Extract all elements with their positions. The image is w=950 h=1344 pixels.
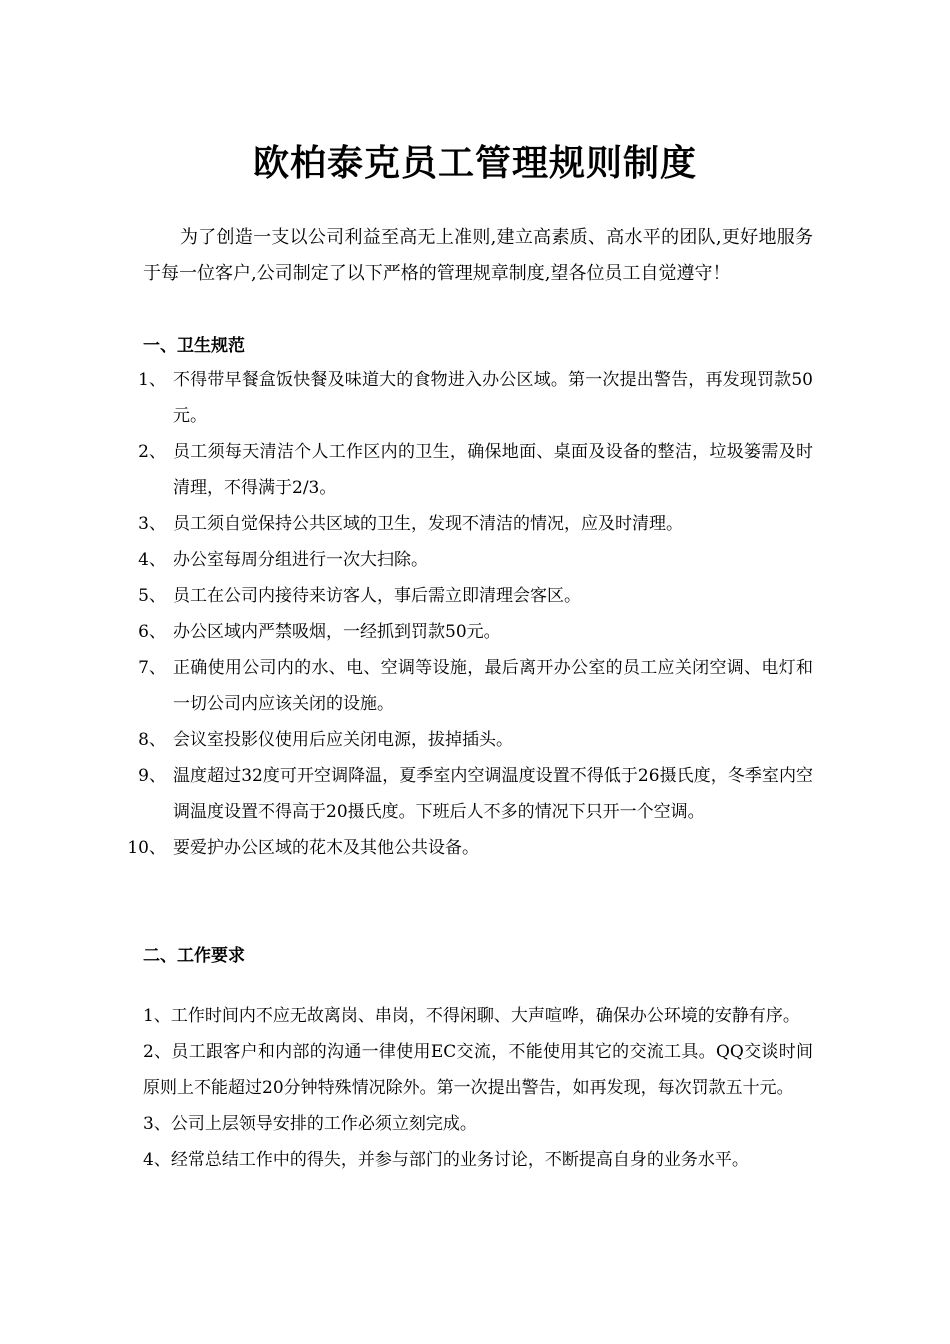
item-number: 5、 — [138, 586, 166, 606]
item-number: 7、 — [138, 658, 166, 678]
item-text: 办公室每周分组进行一次大扫除。 — [173, 550, 428, 570]
list-item — [0, 506, 813, 542]
item-text: 温度超过32度可开空调降温，夏季室内空调温度设置不得低于26摄氏度，冬季室内空调温度设置不得高于20摄氏度。下班后人不多的情况下只开一个空调。 — [173, 766, 813, 822]
item-text: 不得带早餐盒饭快餐及味道大的食物进入办公区域。第一次提出警告，再发现罚款50元。 — [173, 370, 813, 426]
hygiene-rules-list — [0, 362, 950, 866]
list-item — [0, 650, 813, 722]
item-number: 2、 — [138, 442, 166, 462]
list-item — [0, 722, 813, 758]
list-item: 4、经常总结工作中的得失，并参与部门的业务讨论，不断提高自身的业务水平。 — [143, 1150, 749, 1170]
list-item — [0, 614, 813, 650]
list-item — [0, 578, 813, 614]
list-item — [0, 758, 813, 830]
section-heading-work: 二、工作要求 — [143, 946, 245, 966]
item-text: 会议室投影仪使用后应关闭电源，拔掉插头。 — [173, 730, 513, 750]
section-heading-hygiene: 一、卫生规范 — [143, 336, 245, 356]
item-number: 4、 — [138, 550, 166, 570]
intro-paragraph: 为了创造一支以公司利益至高无上准则,建立高素质、高水平的团队,更好地服务于每一位客户,公司制定了以下严格的管理规章制度,望各位员工自觉遵守！ — [143, 227, 813, 284]
list-item — [0, 542, 813, 578]
list-item — [0, 830, 813, 866]
list-item — [0, 434, 813, 506]
item-number: 8、 — [138, 730, 166, 750]
item-text: 员工须自觉保持公共区域的卫生，发现不清洁的情况，应及时清理。 — [173, 514, 683, 534]
item-number: 9、 — [138, 766, 166, 786]
item-text: 办公区域内严禁吸烟，一经抓到罚款50元。 — [173, 622, 501, 642]
item-text: 要爱护办公区域的花木及其他公共设备。 — [173, 838, 479, 858]
list-item: 3、公司上层领导安排的工作必须立刻完成。 — [143, 1114, 477, 1134]
list-item: 1、工作时间内不应无故离岗、串岗，不得闲聊、大声喧哗，确保办公环境的安静有序。 — [143, 1006, 800, 1026]
item-number: 10、 — [127, 838, 166, 858]
item-number: 1、 — [138, 370, 166, 390]
list-item: 2、员工跟客户和内部的沟通一律使用EC交流，不能使用其它的交流工具。QQ交谈时间原则上不能超过20分钟特殊情况除外。第一次提出警告，如再发现，每次罚款五十元。 — [143, 1042, 813, 1098]
item-number: 3、 — [138, 514, 166, 534]
list-item — [0, 362, 813, 434]
item-text: 员工须每天清洁个人工作区内的卫生，确保地面、桌面及设备的整洁，垃圾篓需及时清理，不得满于2/3。 — [173, 442, 813, 498]
item-text: 正确使用公司内的水、电、空调等设施，最后离开办公室的员工应关闭空调、电灯和一切公司内应该关闭的设施。 — [173, 658, 813, 714]
work-rules-list — [143, 998, 813, 1178]
item-text: 员工在公司内接待来访客人，事后需立即清理会客区。 — [173, 586, 581, 606]
item-number: 6、 — [138, 622, 166, 642]
document-title: 欧柏泰克员工管理规则制度 — [252, 143, 697, 184]
